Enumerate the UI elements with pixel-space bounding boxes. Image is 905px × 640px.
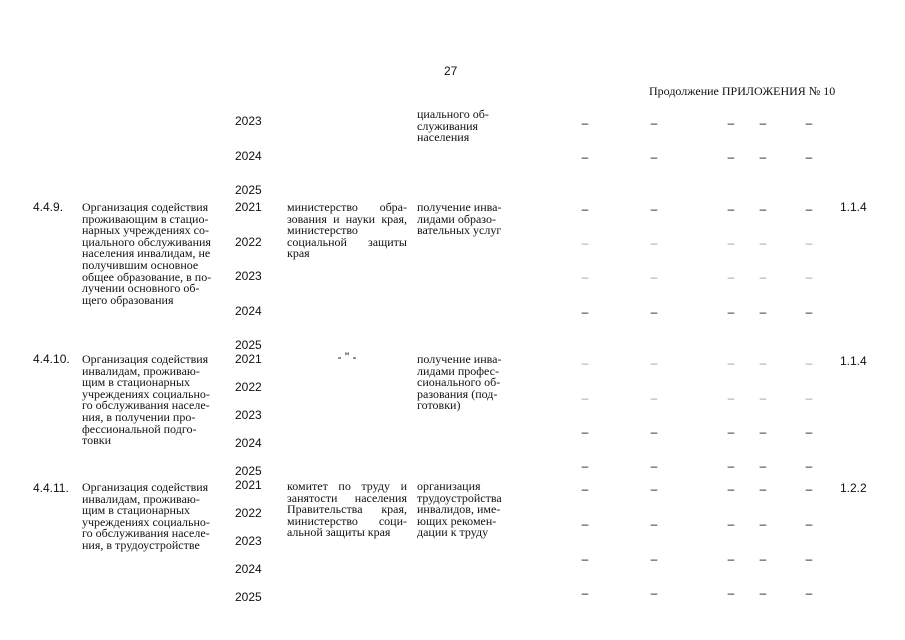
dash-cell: – [650, 236, 658, 250]
item-number: 4.4.11. [33, 481, 69, 495]
item-name: Организация содействия инвалидам, проживаю-щим в стационарных учреждениях социально-го обслуживания населе-ния, в трудоустройстве [82, 480, 210, 552]
dash-cell: – [581, 552, 589, 566]
dash-cell: – [805, 202, 813, 216]
year-label: 2023 [235, 534, 262, 548]
dash-cell: – [759, 236, 767, 250]
year-label: 2024 [235, 149, 262, 163]
item-name: Организация содействия инвалидам, проживаю-щим в стационарных учреждениях социально-го обслуживания населе-ния, в получении про-фессиональной подго-товки [82, 352, 210, 448]
dash-cell: – [650, 459, 658, 473]
appendix-title: Продолжение ПРИЛОЖЕНИЯ № 10 [649, 84, 836, 98]
dash-cell: – [759, 459, 767, 473]
year-label: 2024 [235, 562, 262, 576]
year-label: 2022 [235, 235, 262, 249]
item-code: 1.2.2 [840, 481, 867, 495]
item-code: 1.1.4 [840, 354, 867, 368]
year-label: 2021 [235, 352, 262, 366]
dash-cell: – [650, 391, 658, 405]
dash-cell: – [805, 356, 813, 370]
item-number: 4.4.9. [33, 200, 64, 214]
year-label: 2023 [235, 408, 262, 422]
dash-cell: – [805, 391, 813, 405]
year-label: 2022 [235, 380, 262, 394]
year-label: 2021 [235, 478, 262, 492]
item-name: Организация содействия проживающим в стацио-нарных учреждениях со-циального обслуживания населения инвалидам, не получившим основное общее образование, в по-лучении основного об-щего образования [82, 200, 212, 307]
dash-cell: – [581, 482, 589, 496]
year-label: 2022 [235, 506, 262, 520]
dash-cell: – [581, 459, 589, 473]
dash-cell: – [727, 236, 735, 250]
dash-cell: – [650, 150, 658, 164]
dash-cell: – [727, 150, 735, 164]
dash-cell: – [805, 305, 813, 319]
dash-cell: – [805, 482, 813, 496]
dash-cell: – [650, 517, 658, 531]
dash-cell: – [727, 517, 735, 531]
dash-cell: – [581, 236, 589, 250]
dash-cell: – [727, 552, 735, 566]
dash-cell: – [581, 356, 589, 370]
dash-cell: – [759, 356, 767, 370]
dash-cell: – [650, 425, 658, 439]
dash-cell: – [581, 586, 589, 600]
dash-cell: – [805, 552, 813, 566]
result-text: циального об- служивания населения [417, 107, 489, 145]
dash-cell: – [581, 305, 589, 319]
dash-cell: – [727, 482, 735, 496]
dash-cell: – [805, 425, 813, 439]
dash-cell: – [581, 270, 589, 284]
item-result: организация трудоустройства инвалидов, име-ющих рекомен-дации к труду [417, 479, 502, 540]
dash-cell: – [759, 305, 767, 319]
year-label: 2023 [235, 269, 262, 283]
dash-cell: – [727, 391, 735, 405]
dash-cell: – [727, 425, 735, 439]
dash-cell: – [759, 425, 767, 439]
dash-cell: – [581, 202, 589, 216]
dash-cell: – [759, 586, 767, 600]
item-executor: - " - [337, 350, 357, 364]
dash-cell: – [805, 517, 813, 531]
year-label: 2025 [235, 464, 262, 478]
dash-cell: – [759, 270, 767, 284]
item-result: получение инва-лидами образо-вательных услуг [417, 200, 502, 238]
year-label: 2021 [235, 200, 262, 214]
dash-cell: – [805, 586, 813, 600]
year-label: 2025 [235, 183, 262, 197]
dash-cell: – [581, 391, 589, 405]
dash-cell: – [727, 459, 735, 473]
dash-cell: – [759, 552, 767, 566]
dash-cell: – [805, 150, 813, 164]
dash-cell: – [759, 482, 767, 496]
dash-cell: – [727, 356, 735, 370]
year-label: 2024 [235, 304, 262, 318]
dash-cell: – [581, 116, 589, 130]
dash-cell: – [650, 202, 658, 216]
year-label: 2023 [235, 114, 262, 128]
dash-cell: – [805, 270, 813, 284]
dash-cell: – [759, 116, 767, 130]
dash-cell: – [759, 150, 767, 164]
dash-cell: – [650, 270, 658, 284]
dash-cell: – [581, 150, 589, 164]
dash-cell: – [650, 116, 658, 130]
dash-cell: – [650, 552, 658, 566]
dash-cell: – [727, 586, 735, 600]
item-number: 4.4.10. [33, 352, 70, 366]
dash-cell: – [727, 270, 735, 284]
year-label: 2025 [235, 590, 262, 604]
item-code: 1.1.4 [840, 200, 867, 214]
dash-cell: – [650, 586, 658, 600]
dash-cell: – [727, 116, 735, 130]
year-label: 2024 [235, 436, 262, 450]
dash-cell: – [581, 425, 589, 439]
dash-cell: – [650, 305, 658, 319]
dash-cell: – [650, 482, 658, 496]
item-executor: министерство обра-зования и науки края, министерство социальной защиты края [287, 200, 407, 261]
dash-cell: – [759, 202, 767, 216]
item-result: получение инва-лидами профес-сионального об-разования (под-готовки) [417, 352, 502, 413]
year-label: 2025 [235, 338, 262, 352]
item-executor: комитет по труду и занятости населения Правительства края, министерство соци-альной защиты края [287, 479, 407, 540]
dash-cell: – [805, 459, 813, 473]
dash-cell: – [759, 391, 767, 405]
dash-cell: – [581, 517, 589, 531]
dash-cell: – [805, 116, 813, 130]
dash-cell: – [805, 236, 813, 250]
dash-cell: – [650, 356, 658, 370]
dash-cell: – [759, 517, 767, 531]
dash-cell: – [727, 202, 735, 216]
dash-cell: – [727, 305, 735, 319]
page-number: 27 [444, 64, 458, 78]
